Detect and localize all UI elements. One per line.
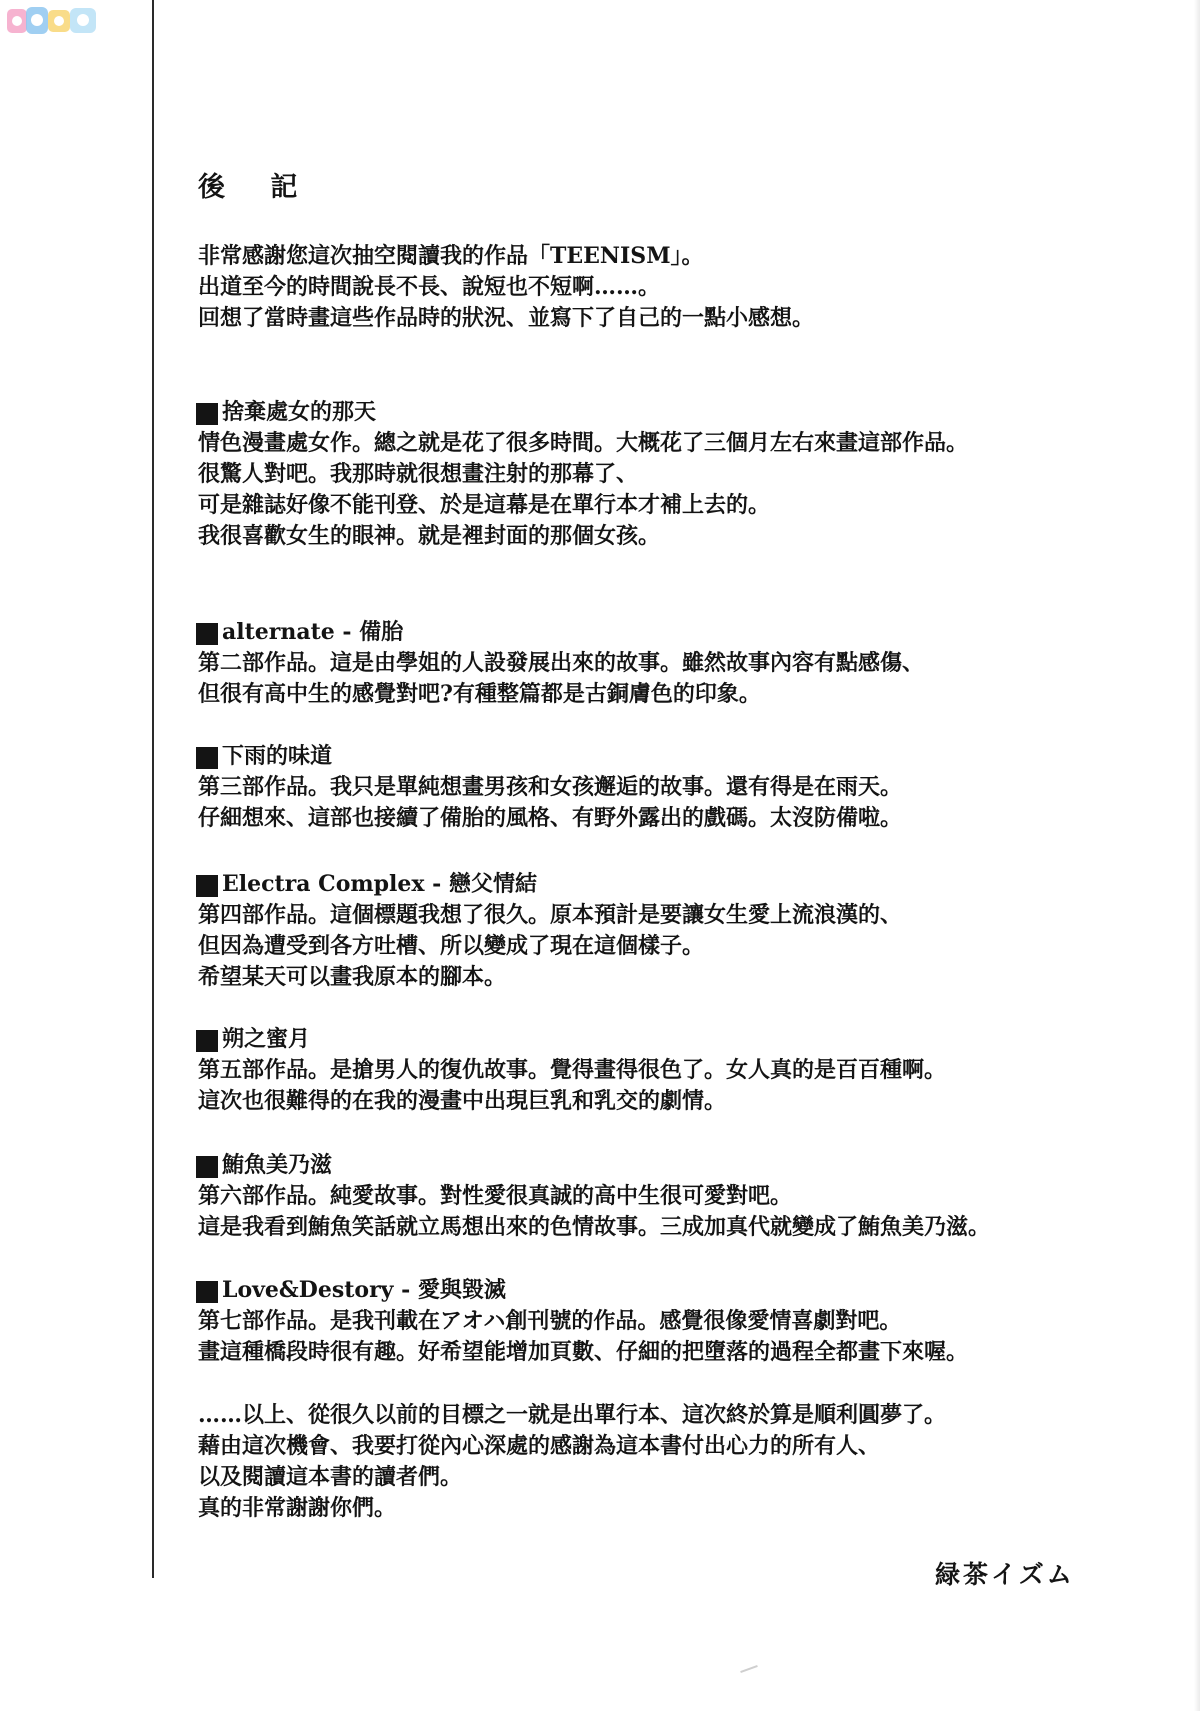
intro-line: 回想了當時畫這些作品時的狀況、並寫下了自己的一點小感想。 — [198, 305, 815, 331]
section-line: 第六部作品。純愛故事。對性愛很真誠的高中生很可愛對吧。 — [198, 1183, 793, 1209]
author-signature: 緑茶イズム — [935, 1560, 1075, 1589]
black-square-icon — [196, 1156, 218, 1178]
section-heading-text: 鮪魚美乃滋 — [222, 1152, 333, 1178]
page-edge-shadow — [1194, 0, 1200, 1711]
logo-icon — [6, 6, 98, 36]
page-gutter-line — [152, 0, 154, 1578]
section-heading-text: 朔之蜜月 — [222, 1026, 311, 1052]
section-line: 第三部作品。我只是單純想畫男孩和女孩邂逅的故事。還有得是在雨天。 — [198, 774, 903, 800]
section-line: 我很喜歡女生的眼神。就是裡封面的那個女孩。 — [198, 523, 661, 549]
closing-line: ……以上、從很久以前的目標之一就是出單行本、這次終於算是順利圓夢了。 — [198, 1402, 947, 1428]
closing-line: 以及閱讀這本書的讀者們。 — [198, 1464, 463, 1490]
black-square-icon — [196, 1030, 218, 1052]
section-heading — [196, 617, 1158, 648]
black-square-icon — [196, 403, 218, 425]
section-rain — [198, 741, 1158, 834]
section-line: 但很有高中生的感覺對吧?有種整篇都是古銅膚色的印象。 — [198, 681, 761, 707]
section-line: 可是雜誌好像不能刊登、於是這幕是在單行本才補上去的。 — [198, 492, 771, 518]
section-heading-text: 捨棄處女的那天 — [222, 399, 377, 425]
section-line: 很驚人對吧。我那時就很想畫注射的那幕了、 — [198, 461, 639, 487]
black-square-icon — [196, 875, 218, 897]
section-line: 第五部作品。是搶男人的復仇故事。覺得畫得很色了。女人真的是百百種啊。 — [198, 1057, 947, 1083]
section-heading-text: Love&Destory - 愛與毀滅 — [222, 1277, 506, 1303]
section-heading — [196, 397, 1158, 428]
section-line: 這是我看到鮪魚笑話就立馬想出來的色情故事。三成加真代就變成了鮪魚美乃滋。 — [198, 1214, 991, 1240]
section-heading — [196, 1275, 1158, 1306]
section-honeymoon — [198, 1024, 1158, 1117]
closing-paragraph — [198, 1400, 1158, 1524]
section-love-destroy — [198, 1275, 1158, 1368]
section-heading-text: 下雨的味道 — [222, 743, 333, 769]
section-heading-text: Electra Complex - 戀父情結 — [222, 871, 537, 897]
section-line: 第四部作品。這個標題我想了很久。原本預計是要讓女生愛上流浪漢的、 — [198, 902, 903, 928]
section-tuna — [198, 1150, 1158, 1243]
section-heading — [196, 869, 1158, 900]
intro-line: 非常感謝您這次抽空閱讀我的作品「TEENISM」。 — [198, 243, 704, 269]
section-heading-text: alternate - 備胎 — [222, 619, 404, 645]
intro-line: 出道至今的時間說長不長、說短也不短啊……。 — [198, 274, 661, 300]
section-first-time — [198, 397, 1158, 552]
site-logo-stamp — [6, 6, 98, 36]
section-heading — [196, 1150, 1158, 1181]
black-square-icon — [196, 1281, 218, 1303]
section-line: 第二部作品。這是由學姐的人設發展出來的故事。雖然故事內容有點感傷、 — [198, 650, 925, 676]
section-line: 但因為遭受到各方吐槽、所以變成了現在這個樣子。 — [198, 933, 705, 959]
section-line: 這次也很難得的在我的漫畫中出現巨乳和乳交的劇情。 — [198, 1088, 727, 1114]
intro-paragraph — [198, 241, 1158, 334]
closing-line: 藉由這次機會、我要打從內心深處的感謝為這本書付出心力的所有人、 — [198, 1433, 881, 1459]
section-line: 仔細想來、這部也接續了備胎的風格、有野外露出的戲碼。太沒防備啦。 — [198, 805, 903, 831]
section-line: 第七部作品。是我刊載在アオハ創刊號的作品。感覺很像愛情喜劇對吧。 — [198, 1308, 902, 1334]
page-title: 後 記 — [198, 172, 316, 203]
section-electra — [198, 869, 1158, 993]
section-heading — [196, 1024, 1158, 1055]
closing-line: 真的非常謝謝你們。 — [198, 1495, 397, 1521]
black-square-icon — [196, 623, 218, 645]
scan-mark — [740, 1665, 758, 1673]
section-line: 畫這種橋段時很有趣。好希望能增加頁數、仔細的把墮落的過程全都畫下來喔。 — [198, 1339, 969, 1365]
black-square-icon — [196, 747, 218, 769]
section-line: 情色漫畫處女作。總之就是花了很多時間。大概花了三個月左右來畫這部作品。 — [198, 430, 969, 456]
section-alternate — [198, 617, 1158, 710]
section-heading — [196, 741, 1158, 772]
section-line: 希望某天可以畫我原本的腳本。 — [198, 964, 507, 990]
